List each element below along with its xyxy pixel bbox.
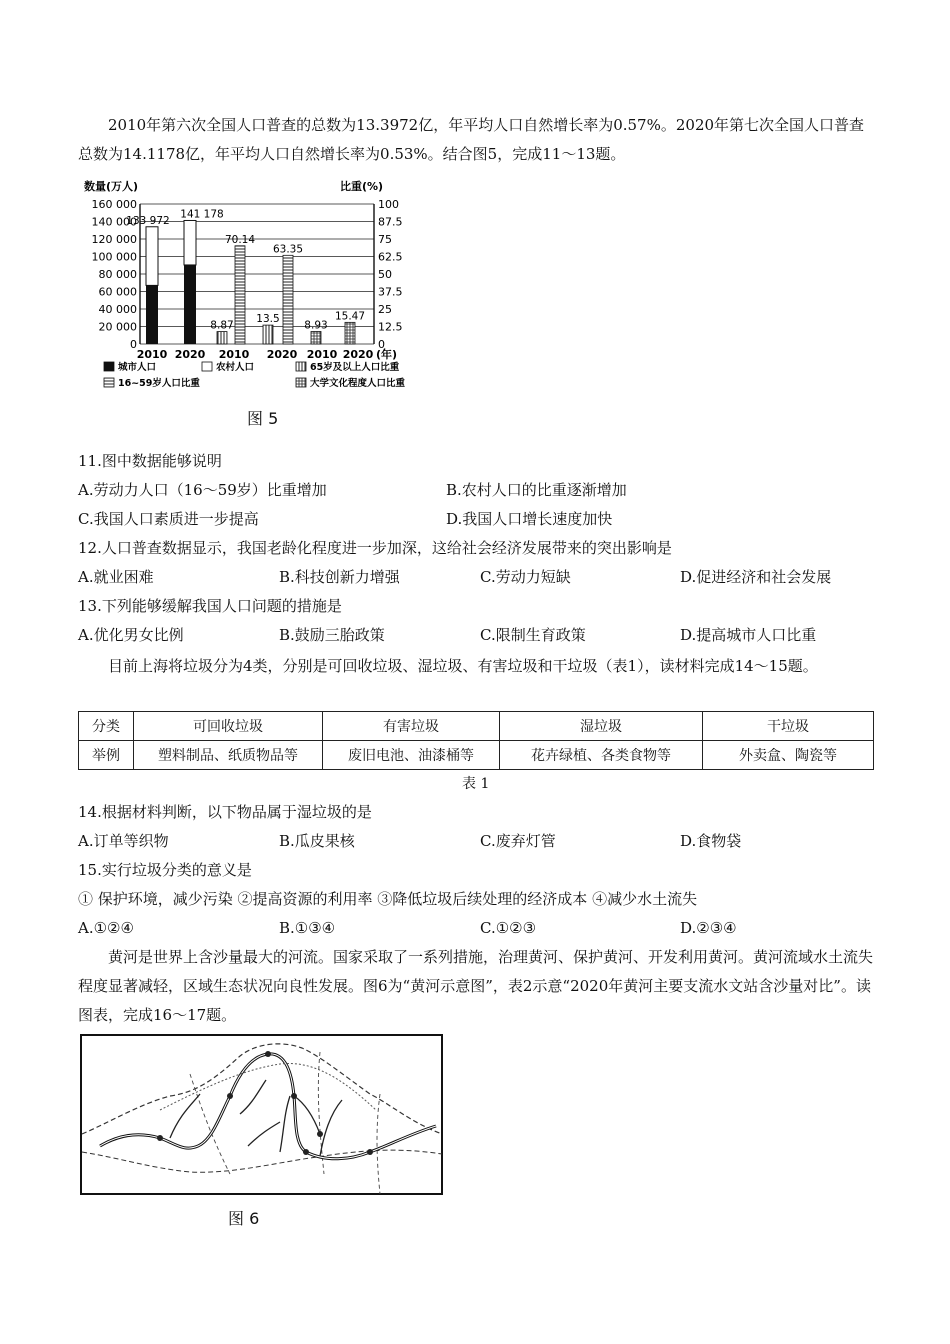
question-14-stem: 14.根据材料判断，以下物品属于湿垃圾的是	[78, 803, 372, 821]
left-tick-label: 120 000	[91, 233, 137, 246]
legend-swatch	[104, 378, 114, 387]
q11-option-a: A.劳动力人口（16～59岁）比重增加	[78, 481, 327, 499]
intro-garbage: 目前上海将垃圾分为4类，分别是可回收垃圾、湿垃圾、有害垃圾和干垃圾（表1），读材料完成14～15题。	[108, 657, 818, 675]
right-axis-title: 比重(%)	[340, 180, 384, 193]
bar-value-label: 15.47	[334, 310, 366, 323]
q15-option-d: D.②③④	[680, 919, 737, 937]
left-tick-label: 140 000	[91, 215, 137, 229]
question-13-stem: 13.下列能够缓解我国人口问题的措施是	[78, 597, 342, 615]
table-cell: 花卉绿植、各类食物等	[500, 741, 703, 770]
bar-urban-population	[184, 265, 196, 344]
table-cell: 有害垃圾	[323, 712, 500, 741]
table-row	[79, 741, 874, 770]
q15-option-c: C.①②③	[480, 919, 537, 937]
q12-option-d: D.促进经济和社会发展	[680, 568, 832, 586]
legend-swatch	[296, 378, 306, 387]
table-header-row	[79, 712, 874, 741]
q13-option-c: C.限制生育政策	[480, 626, 586, 644]
bar-urban-population	[146, 285, 158, 344]
x-tick-label: 2010	[306, 348, 338, 361]
q12-option-a: A.就业困难	[78, 568, 154, 586]
legend-swatch	[296, 362, 306, 371]
bar-rural-population	[146, 227, 158, 286]
table-cell: 塑料制品、纸质物品等	[134, 741, 323, 770]
bar-value-label: 8.87	[210, 319, 234, 332]
bar-ratio	[263, 325, 273, 344]
legend-label: 65岁及以上人口比重	[310, 362, 400, 373]
figure-6-map	[80, 1034, 444, 1196]
legend-swatch	[202, 362, 212, 371]
station-dot	[265, 1051, 271, 1057]
right-tick-label: 100	[378, 198, 399, 211]
q15-option-a: A.①②④	[78, 919, 134, 937]
x-tick-label: 2010	[136, 348, 168, 361]
bar-value-label: 63.35	[272, 243, 304, 256]
q11-option-d: D.我国人口增长速度加快	[446, 510, 613, 528]
x-tick-label: 2010	[218, 348, 250, 361]
legend-swatch	[104, 362, 114, 371]
q11-option-c: C.我国人口素质进一步提高	[78, 510, 259, 528]
bar-ratio	[217, 332, 227, 344]
table-cell: 分类	[79, 712, 134, 741]
question-11-stem: 11.图中数据能够说明	[78, 452, 222, 470]
station-dot	[227, 1093, 233, 1099]
right-tick-label: 62.5	[378, 250, 403, 264]
left-tick-label: 20 000	[98, 320, 137, 334]
left-tick-label: 80 000	[98, 268, 137, 281]
x-tick-label: 2020	[174, 348, 206, 361]
bar-value-label: 70.14	[224, 233, 256, 246]
left-tick-label: 40 000	[98, 303, 137, 316]
figure-6-caption: 图 6	[228, 1209, 260, 1228]
x-tick-label: 2020	[342, 348, 374, 361]
table-cell: 废旧电池、油漆桶等	[323, 741, 500, 770]
right-tick-label: 87.5	[378, 215, 403, 229]
bar-ratio	[311, 331, 321, 344]
table-cell: 举例	[79, 741, 134, 770]
station-dot	[291, 1093, 297, 1099]
table-1	[78, 711, 874, 770]
figure-5-chart	[82, 176, 432, 400]
q15-option-b: B.①③④	[279, 919, 336, 937]
map-frame	[81, 1035, 442, 1194]
q13-option-b: B.鼓励三胎政策	[279, 626, 385, 644]
q14-option-a: A.订单等织物	[78, 832, 169, 850]
legend-label: 城市人口	[118, 362, 157, 373]
bar-value-label: 8.93	[304, 319, 328, 332]
left-tick-label: 60 000	[98, 285, 137, 299]
station-dot	[367, 1149, 373, 1155]
right-tick-label: 75	[378, 233, 392, 246]
legend-label: 16~59岁人口比重	[118, 378, 200, 389]
q12-option-c: C.劳动力短缺	[480, 568, 571, 586]
right-tick-label: 12.5	[378, 320, 403, 334]
intro-yellow-river: 黄河是世界上含沙量最大的河流。国家采取了一系列措施，治理黄河、保护黄河、开发利用黄河。黄河流域水土流失程度显著减轻，区域生态状况向良性发展。图6为“黄河示意图”，表2示意“2020年黄河主要支流水文站含沙量对比”。读图表，完成16～17题。	[78, 948, 874, 1024]
q13-option-d: D.提高城市人口比重	[680, 626, 817, 644]
q11-option-b: B.农村人口的比重逐渐增加	[446, 481, 627, 499]
bar-ratio	[235, 246, 245, 344]
table-cell: 可回收垃圾	[134, 712, 323, 741]
left-tick-label: 160 000	[91, 198, 137, 211]
table-cell: 外卖盒、陶瓷等	[703, 741, 874, 770]
left-tick-label: 0	[130, 338, 137, 351]
bar-rural-population	[184, 220, 196, 264]
q14-option-b: B.瓜皮果核	[279, 832, 355, 850]
figure-5-caption: 图 5	[247, 409, 279, 428]
right-tick-label: 37.5	[378, 285, 403, 299]
x-axis-unit: (年)	[376, 348, 398, 361]
right-tick-label: 25	[378, 303, 392, 316]
bar-ratio	[283, 255, 293, 344]
table-cell: 湿垃圾	[500, 712, 703, 741]
q14-option-d: D.食物袋	[680, 832, 742, 850]
legend-label: 大学文化程度人口比重	[310, 378, 406, 389]
right-tick-label: 50	[378, 268, 392, 281]
station-dot	[157, 1135, 163, 1141]
q13-option-a: A.优化男女比例	[78, 626, 184, 644]
left-tick-label: 100 000	[91, 250, 137, 264]
question-15-items: ① 保护环境，减少污染 ②提高资源的利用率 ③降低垃圾后续处理的经济成本 ④减少水土流失	[78, 890, 698, 908]
question-12-stem: 12.人口普查数据显示，我国老龄化程度进一步加深，这给社会经济发展带来的突出影响是	[78, 539, 672, 557]
bar-value-label: 141 178	[180, 208, 224, 221]
intro-population: 2010年第六次全国人口普查的总数为13.3972亿，年平均人口自然增长率为0.57%。2020年第七次全国人口普查总数为14.1178亿，年平均人口自然增长率为0.53%。结合图5，完成11～13题。	[78, 116, 865, 163]
right-tick-label: 0	[378, 338, 385, 351]
bar-ratio	[345, 322, 355, 344]
x-tick-label: 2020	[266, 348, 298, 361]
legend-label: 农村人口	[216, 362, 255, 373]
station-dot	[303, 1149, 309, 1155]
left-axis-title: 数量(万人)	[84, 180, 139, 193]
station-dot	[317, 1131, 323, 1137]
question-15-stem: 15.实行垃圾分类的意义是	[78, 861, 252, 879]
q12-option-b: B.科技创新力增强	[279, 568, 400, 586]
table-cell: 干垃圾	[703, 712, 874, 741]
bar-value-label: 13.5	[256, 313, 280, 326]
bar-value-label: 133 972	[126, 214, 170, 227]
table-1-caption: 表 1	[462, 776, 490, 792]
q14-option-c: C.废弃灯管	[480, 832, 556, 850]
